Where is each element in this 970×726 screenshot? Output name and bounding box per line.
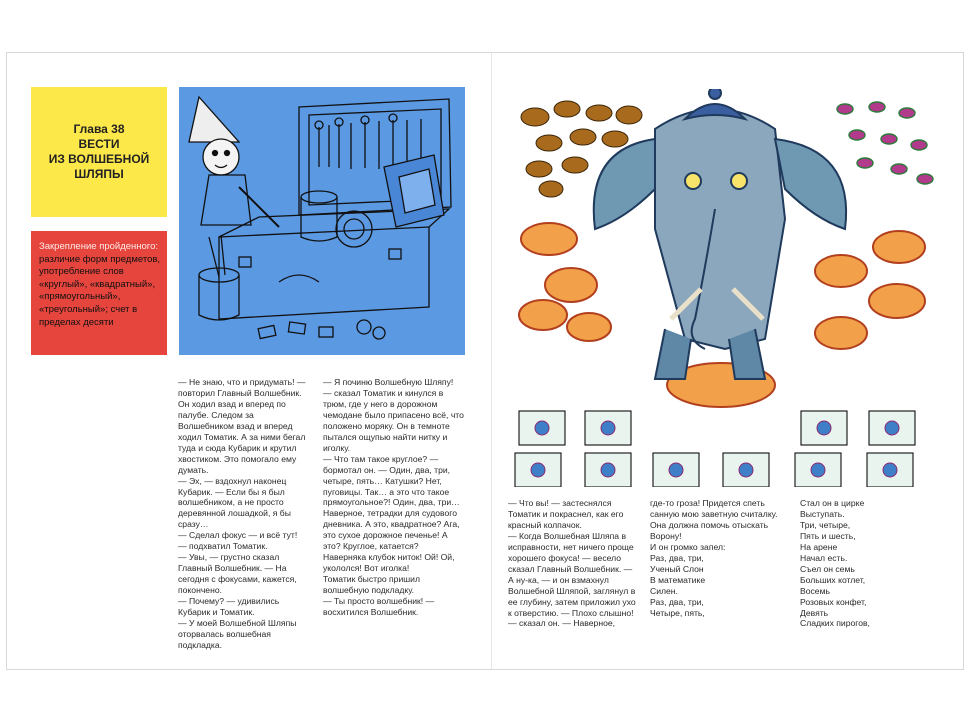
paragraph: Томатик быстро пришил волшебную подкладку. [323,574,420,596]
paragraph: — Что вы! — застеснялся Томатик и покраснел, как его красный колпачок. [508,498,624,530]
text-column-2 [323,377,464,618]
song-part-1 [650,553,780,619]
paragraph: — Сделал фокус — и всё тут! — подхватил Томатик. [178,530,298,552]
magician-drawing [179,87,465,355]
text-column-3 [508,498,638,629]
song-line: Раз, два, три, [650,596,704,607]
chapter-title: ВЕСТИ ИЗ ВОЛШЕБНОЙ ШЛЯПЫ [48,137,150,181]
chapter-title-box [31,87,167,217]
paragraph: — Почему? — удивились Кубарик и Томатик. [178,596,280,618]
illustration-magician [179,87,465,355]
book-spread [6,52,964,670]
song-line: Силен. [650,585,678,596]
song-line: Девять [800,607,829,618]
song-line: На арене [800,541,838,552]
song-line: В математике [650,574,706,585]
song-line: Съел он семь [800,563,855,574]
paragraph: — Что там такое круглое? — бормотал он. — Один, два, три, четыре, пять… Катушки? Нет, пуговицы. Так… а это что такое прямоугольное?! Один, два, три… Наверное, тетрадки для судового дневника. А это, квадратное? Ага, это сухое дорожное печенье! А это? Круглое, катается? Наверняка клубок ниток! Ой! Ой, укололся! Вот иголка! [323,453,460,574]
paragraph: где-то гроза! Придется спеть санную мою заветную считалку. Она должна помочь отыскать Ворону! [650,498,778,541]
paragraph: — Ты просто волшебник! — восхитился Волшебник. [323,596,435,618]
paragraph: — Я починю Волшебную Шляпу! — сказал Томатик и кинулся в трюм, где у него в дорожном чемодане было припасено всё, что положено моряку. Он в темноте пытался ощупью найти нитку и иголку. [323,377,464,453]
song-line: Стал он в цирке [800,498,865,508]
song-line: Сладких пирогов, [800,618,870,629]
paragraph: — Увы, — грустно сказал Главный Волшебник. — На сегодня с фокусами, кажется, покончено. [178,552,297,596]
song-line: Ученый Слон [650,563,704,574]
paragraph: — Эх, — вздохнул наконец Кубарик. — Если бы я был волшебником, а не просто деревянной лошадкой, я бы сразу… [178,475,291,530]
song-line: Выступать. [800,508,845,519]
song-part-2 [800,498,940,629]
paragraph: — Не знаю, что и придумать! — повторил Главный Волшебник. Он ходил взад и вперед по палубе. Следом за Волшебником взад и вперед ходил Томатик. А за ними бегал туда и сюда Кубарик и крутил хвостиком. Это помогало ему думать. [178,377,306,475]
goal-body: различие форм предметов, употребление слов «круглый», «квадратный», «прямоугольный», «треугольный»; счет в пределах десяти [39,253,161,328]
song-line: Восемь [800,585,830,596]
text-column-1 [178,377,308,651]
page-gutter [491,53,492,669]
song-line: Пять и шесть, [800,530,856,541]
song-line: Три, четыре, [800,519,851,530]
goal-lead: Закрепление пройденного: [39,241,158,252]
paragraph: — Когда Волшебная Шляпа в исправности, нет ничего проще хорошего фокуса! — весело сказал Главный Волшебник. — А ну-ка, — и он взмахнул Волшебной Шляпой, заглянул в ее глубину, затем приложил ухо к отверстию. — Плохо слышно! — сказал он. — Наверное, [508,530,636,629]
song-line: Начал есть. [800,552,848,563]
elephant-drawing [505,89,945,487]
song-line: Четыре, пять, [650,607,705,618]
illustration-elephant [505,89,945,487]
text-column-4 [650,498,790,553]
chapter-number: Глава 38 [73,122,125,136]
learning-goal-box [31,231,167,355]
song-line: Больших котлет, [800,574,866,585]
paragraph: И он громко запел: [650,541,726,552]
song-line: Раз, два, три, [650,553,704,563]
song-line: Розовых конфет, [800,596,867,607]
paragraph: — У моей Волшебной Шляпы оторвалась волшебная подкладка. [178,617,297,650]
